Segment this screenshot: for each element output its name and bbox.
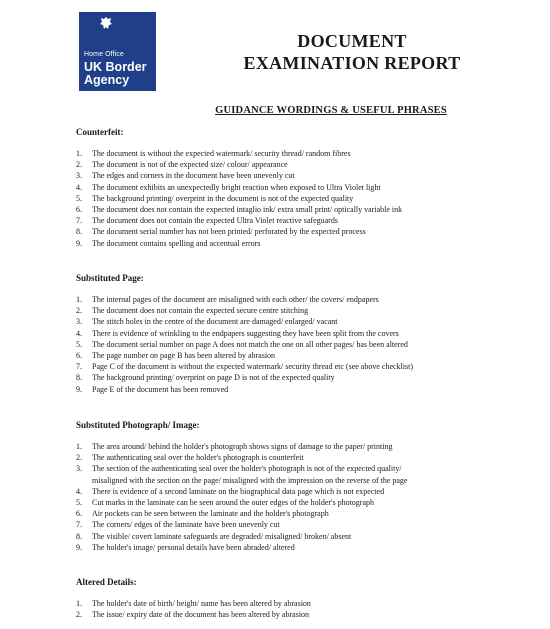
- item-text: The edges and corners in the document have been unevenly cut: [92, 171, 295, 181]
- item-number: 3.: [76, 171, 82, 181]
- list-item: [76, 215, 496, 226]
- item-number: 7.: [76, 520, 82, 530]
- list-item: [76, 452, 496, 463]
- item-number: 7.: [76, 216, 82, 226]
- item-text: The internal pages of the document are misaligned with each other/ the covers/ endpapers: [92, 295, 379, 304]
- item-text: Page E of the document has been removed: [92, 384, 229, 394]
- section-heading-substituted-photograph: Substituted Photograph/ Image:: [76, 420, 200, 430]
- list-item: [76, 328, 496, 339]
- item-text: The document serial number has not been printed/ perforated by the expected process: [92, 227, 366, 237]
- item-text: The holder's image/ personal details have been abraded/ altered: [92, 542, 295, 552]
- item-text: The corners/ edges of the laminate have been unevenly cut: [92, 520, 280, 530]
- list-item: [76, 350, 496, 361]
- list-item: [76, 519, 496, 530]
- item-number: 3.: [76, 464, 82, 474]
- item-text: The document does not contain the expected intaglio ink/ extra small print/ optically variable ink: [92, 205, 403, 215]
- section-heading-altered-details: Altered Details:: [76, 577, 137, 587]
- list-item: [76, 361, 496, 372]
- item-number: 2.: [76, 160, 82, 170]
- item-text: Air pockets can be seen between the laminate and the holder's photograph: [92, 509, 329, 519]
- list-item: [76, 598, 496, 609]
- item-number: 6.: [76, 205, 82, 215]
- list-item: [76, 508, 496, 519]
- uk-border-agency-logo: [79, 12, 156, 91]
- item-text: The area around/ behind the holder's photograph shows signs of damage to the paper/ printing: [92, 442, 393, 451]
- logo-line-home-office: Home Office: [84, 51, 124, 58]
- item-text: Cut marks in the laminate can be seen around the outer edges of the holder's photograph: [92, 498, 375, 508]
- item-text: The section of the authenticating seal over the holder's photograph is not of the expected quality/: [92, 464, 402, 474]
- section-heading-counterfeit: Counterfeit:: [76, 127, 124, 137]
- item-number: 4.: [76, 182, 82, 192]
- list-item: [76, 305, 496, 316]
- item-number: 4.: [76, 328, 82, 338]
- item-number: 5.: [76, 193, 82, 203]
- item-number: 8.: [76, 227, 82, 237]
- list-item: [76, 316, 496, 327]
- list-item: [76, 148, 496, 159]
- item-number: 9.: [76, 542, 82, 552]
- item-number: 7.: [76, 362, 82, 372]
- altered-details-list: [76, 598, 496, 620]
- item-number: 1.: [76, 149, 82, 158]
- item-number: 8.: [76, 373, 82, 383]
- list-item: [76, 193, 496, 204]
- list-item: [76, 294, 496, 305]
- item-number: 6.: [76, 509, 82, 519]
- list-item: [76, 486, 496, 497]
- section-heading-substituted-page: Substituted Page:: [76, 273, 144, 283]
- item-text: There is evidence of wrinkling to the endpapers suggesting they have been split from the covers: [92, 328, 399, 338]
- list-item: [76, 339, 496, 350]
- item-text: Page C of the document is without the expected watermark/ security thread etc (see above checklist): [92, 362, 413, 372]
- item-number: 2.: [76, 610, 82, 620]
- item-number: 1.: [76, 295, 82, 304]
- item-text: The document contains spelling and accentual errors: [92, 238, 261, 248]
- report-title-line2: EXAMINATION REPORT: [243, 53, 461, 73]
- substituted-page-list: [76, 294, 496, 395]
- list-item: [76, 463, 496, 485]
- item-text: The visible/ covert laminate safeguards are degraded/ misaligned/ broken/ absent: [92, 531, 352, 541]
- substituted-photograph-list: [76, 441, 496, 553]
- item-number: 1.: [76, 442, 82, 451]
- counterfeit-list: [76, 148, 496, 249]
- item-number: 9.: [76, 238, 82, 248]
- item-text: There is evidence of a second laminate on the biographical data page which is not expected: [92, 486, 385, 496]
- logo-line-agency: Agency: [84, 73, 130, 87]
- list-item: [76, 542, 496, 553]
- item-number: 6.: [76, 351, 82, 361]
- item-number: 9.: [76, 384, 82, 394]
- item-text: The stitch holes in the centre of the document are damaged/ enlarged/ vacant: [92, 317, 338, 327]
- list-item: [76, 531, 496, 542]
- item-number: 1.: [76, 599, 82, 608]
- list-item: [76, 204, 496, 215]
- list-item: [76, 441, 496, 452]
- item-text: The document does not contain the expected Ultra Violet reactive safeguards: [92, 216, 338, 226]
- crest-icon: [99, 16, 113, 30]
- logo-line-uk-border: UK Border: [84, 60, 147, 74]
- report-title-line1: DOCUMENT: [297, 31, 407, 51]
- item-number: 2.: [76, 453, 82, 463]
- list-item: [76, 238, 496, 249]
- item-text: The document exhibits an unexpectedly bright reaction when exposed to Ultra Violet light: [92, 182, 381, 192]
- item-text: The background printing/ overprint on page D is not of the expected quality: [92, 373, 335, 383]
- item-text: The document is not of the expected size/ colour/ appearance: [92, 160, 288, 170]
- report-subtitle: GUIDANCE WORDINGS & USEFUL PHRASES: [215, 105, 447, 116]
- item-number: 2.: [76, 306, 82, 316]
- list-item: [76, 170, 496, 181]
- item-text-continued: misaligned with the section on the page/ misaligned with the impression on the reverse of the page: [92, 475, 408, 485]
- list-item: [76, 609, 496, 620]
- item-number: 8.: [76, 531, 82, 541]
- item-text: The background printing/ overprint in the document is not of the expected quality: [92, 193, 354, 203]
- list-item: [76, 384, 496, 395]
- item-text: The issue/ expiry date of the document has been altered by abrasion: [92, 610, 310, 620]
- item-number: 5.: [76, 339, 82, 349]
- list-item: [76, 372, 496, 383]
- list-item: [76, 159, 496, 170]
- item-text: The holder's date of birth/ height/ name has been altered by abrasion: [92, 599, 311, 608]
- item-text: The document serial number on page A does not match the one on all other pages/ has been altered: [92, 339, 408, 349]
- item-number: 4.: [76, 486, 82, 496]
- item-number: 3.: [76, 317, 82, 327]
- list-item: [76, 497, 496, 508]
- list-item: [76, 182, 496, 193]
- item-text: The document does not contain the expected secure centre stitching: [92, 306, 309, 316]
- item-text: The document is without the expected watermark/ security thread/ random fibres: [92, 149, 351, 158]
- item-text: The authenticating seal over the holder's photograph is counterfeit: [92, 453, 304, 463]
- item-text: The page number on page B has been altered by abrasion: [92, 351, 276, 361]
- list-item: [76, 226, 496, 237]
- item-number: 5.: [76, 498, 82, 508]
